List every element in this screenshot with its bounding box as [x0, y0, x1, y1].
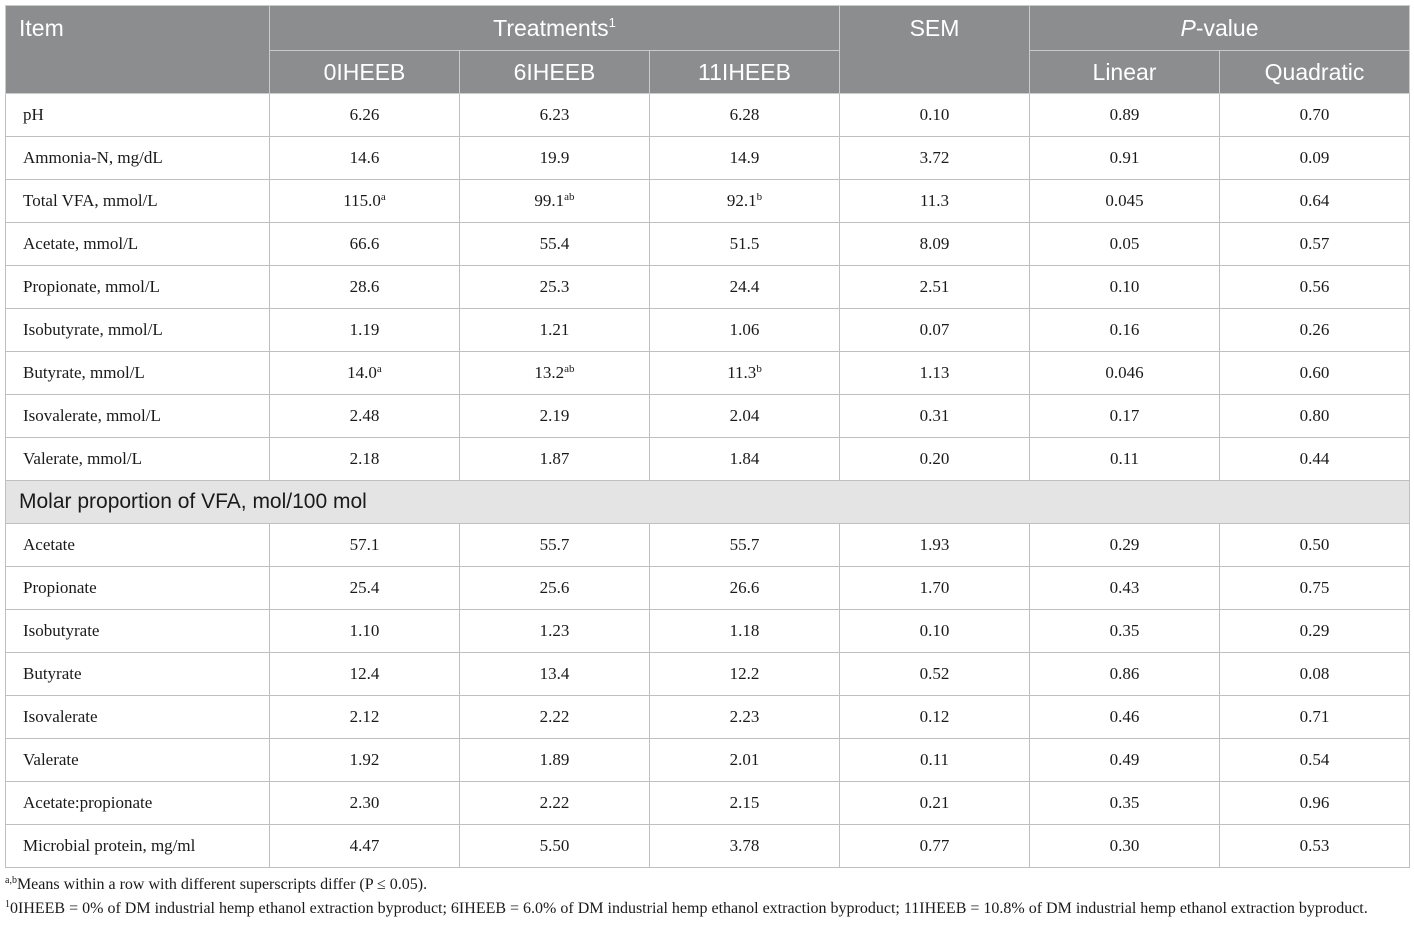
- cell-11iheeb: [650, 524, 840, 567]
- table-body: [6, 94, 1410, 868]
- cell-0iheeb: [270, 567, 460, 610]
- cell-6iheeb-superscript: ab: [564, 363, 575, 375]
- cell-linear: 0.29: [1030, 524, 1220, 567]
- header-6iheeb: 6IHEEB: [460, 51, 650, 94]
- cell-11iheeb-value: 92.1: [726, 191, 757, 210]
- cell-11iheeb-value: 26.6: [729, 578, 760, 597]
- table-row: [6, 395, 1410, 438]
- cell-11iheeb-superscript: b: [756, 363, 762, 375]
- cell-11iheeb: [650, 395, 840, 438]
- cell-quadratic: 0.70: [1220, 94, 1410, 137]
- cell-0iheeb-value: 2.12: [349, 707, 380, 726]
- cell-11iheeb: [650, 137, 840, 180]
- header-item: Item: [6, 6, 270, 94]
- cell-6iheeb: [460, 137, 650, 180]
- cell-quadratic: 0.09: [1220, 137, 1410, 180]
- cell-linear: 0.91: [1030, 137, 1220, 180]
- cell-11iheeb-value: 24.4: [729, 277, 760, 296]
- cell-11iheeb-value: 11.3: [727, 363, 757, 382]
- cell-linear: 0.89: [1030, 94, 1220, 137]
- cell-quadratic: 0.57: [1220, 223, 1410, 266]
- cell-6iheeb-value: 13.4: [539, 664, 570, 683]
- cell-0iheeb: [270, 352, 460, 395]
- cell-0iheeb-value: 2.18: [349, 449, 380, 468]
- cell-sem: 0.11: [840, 739, 1030, 782]
- cell-quadratic: 0.44: [1220, 438, 1410, 481]
- cell-sem: 11.3: [840, 180, 1030, 223]
- cell-6iheeb: [460, 567, 650, 610]
- row-label: Isobutyrate, mmol/L: [6, 309, 270, 352]
- cell-11iheeb-value: 6.28: [729, 105, 760, 124]
- table-row: [6, 610, 1410, 653]
- cell-linear: 0.10: [1030, 266, 1220, 309]
- cell-0iheeb-value: 1.19: [349, 320, 380, 339]
- cell-0iheeb: [270, 266, 460, 309]
- cell-quadratic: 0.50: [1220, 524, 1410, 567]
- cell-sem: 8.09: [840, 223, 1030, 266]
- cell-11iheeb-value: 2.15: [729, 793, 760, 812]
- cell-linear: 0.43: [1030, 567, 1220, 610]
- cell-6iheeb-value: 5.50: [539, 836, 570, 855]
- cell-quadratic: 0.71: [1220, 696, 1410, 739]
- cell-0iheeb: [270, 825, 460, 868]
- cell-sem: 0.20: [840, 438, 1030, 481]
- cell-0iheeb-value: 14.0: [347, 363, 377, 382]
- cell-0iheeb-value: 14.6: [349, 148, 380, 167]
- footnotes: [5, 873, 1409, 921]
- cell-11iheeb-value: 1.18: [729, 621, 760, 640]
- cell-quadratic: 0.53: [1220, 825, 1410, 868]
- row-label: Acetate:propionate: [6, 782, 270, 825]
- cell-11iheeb: [650, 266, 840, 309]
- cell-0iheeb-value: 2.48: [349, 406, 380, 425]
- cell-sem: 1.70: [840, 567, 1030, 610]
- cell-0iheeb-value: 25.4: [349, 578, 380, 597]
- cell-0iheeb-value: 66.6: [349, 234, 380, 253]
- cell-0iheeb: [270, 524, 460, 567]
- cell-11iheeb-superscript: b: [756, 191, 763, 203]
- cell-11iheeb-value: 55.7: [729, 535, 760, 554]
- cell-6iheeb: [460, 180, 650, 223]
- cell-0iheeb: [270, 739, 460, 782]
- cell-6iheeb-value: 13.2: [534, 363, 565, 382]
- section-row: [6, 481, 1410, 524]
- cell-6iheeb: [460, 309, 650, 352]
- cell-11iheeb: [650, 653, 840, 696]
- cell-linear: 0.46: [1030, 696, 1220, 739]
- cell-quadratic: 0.54: [1220, 739, 1410, 782]
- table-row: [6, 266, 1410, 309]
- table-row: [6, 567, 1410, 610]
- cell-6iheeb-value: 1.21: [539, 320, 570, 339]
- header-treatments: [270, 6, 840, 51]
- header-pvalue-p: P: [1180, 14, 1196, 41]
- cell-0iheeb: [270, 782, 460, 825]
- table-row: [6, 438, 1410, 481]
- cell-6iheeb: [460, 438, 650, 481]
- cell-6iheeb-value: 55.7: [539, 535, 570, 554]
- cell-quadratic: 0.08: [1220, 653, 1410, 696]
- cell-linear: 0.35: [1030, 610, 1220, 653]
- cell-0iheeb: [270, 395, 460, 438]
- cell-6iheeb-value: 25.3: [539, 277, 570, 296]
- row-label: Ammonia-N, mg/dL: [6, 137, 270, 180]
- table-row: [6, 137, 1410, 180]
- cell-sem: 0.31: [840, 395, 1030, 438]
- cell-sem: 0.52: [840, 653, 1030, 696]
- row-label: Isovalerate: [6, 696, 270, 739]
- cell-0iheeb-value: 1.10: [349, 621, 380, 640]
- cell-quadratic: 0.56: [1220, 266, 1410, 309]
- cell-6iheeb: [460, 739, 650, 782]
- row-label: Total VFA, mmol/L: [6, 180, 270, 223]
- cell-6iheeb-value: 2.22: [539, 793, 570, 812]
- cell-quadratic: 0.26: [1220, 309, 1410, 352]
- cell-6iheeb: [460, 782, 650, 825]
- cell-11iheeb-value: 1.84: [729, 449, 760, 468]
- cell-linear: 0.11: [1030, 438, 1220, 481]
- cell-6iheeb: [460, 223, 650, 266]
- cell-11iheeb: [650, 309, 840, 352]
- cell-6iheeb: [460, 352, 650, 395]
- header-pvalue-rest: -value: [1195, 14, 1259, 41]
- header-0iheeb: 0IHEEB: [270, 51, 460, 94]
- cell-11iheeb: [650, 567, 840, 610]
- table-row: [6, 223, 1410, 266]
- cell-0iheeb-superscript: a: [376, 363, 382, 375]
- row-label: Propionate: [6, 567, 270, 610]
- cell-0iheeb-superscript: a: [380, 191, 386, 203]
- cell-6iheeb-value: 19.9: [539, 148, 570, 167]
- cell-quadratic: 0.96: [1220, 782, 1410, 825]
- footnote-treatments: [5, 897, 1409, 921]
- cell-11iheeb: [650, 352, 840, 395]
- cell-sem: 0.21: [840, 782, 1030, 825]
- cell-0iheeb: [270, 223, 460, 266]
- table-row: [6, 524, 1410, 567]
- cell-11iheeb: [650, 696, 840, 739]
- cell-6iheeb-value: 2.19: [539, 406, 570, 425]
- row-label: Acetate, mmol/L: [6, 223, 270, 266]
- cell-0iheeb-value: 57.1: [349, 535, 380, 554]
- cell-quadratic: 0.80: [1220, 395, 1410, 438]
- results-table: [5, 5, 1410, 868]
- cell-sem: 1.93: [840, 524, 1030, 567]
- cell-6iheeb: [460, 266, 650, 309]
- table-row: [6, 739, 1410, 782]
- cell-11iheeb: [650, 782, 840, 825]
- cell-11iheeb: [650, 438, 840, 481]
- cell-0iheeb-value: 28.6: [349, 277, 380, 296]
- cell-6iheeb: [460, 610, 650, 653]
- cell-sem: 3.72: [840, 137, 1030, 180]
- cell-6iheeb-value: 99.1: [534, 191, 565, 210]
- cell-0iheeb-value: 2.30: [349, 793, 380, 812]
- cell-11iheeb-value: 2.01: [729, 750, 760, 769]
- cell-11iheeb-value: 2.04: [729, 406, 760, 425]
- cell-11iheeb-value: 2.23: [729, 707, 760, 726]
- footnote-text: 0IHEEB = 0% of DM industrial hemp ethanol extraction byproduct; 6IHEEB = 6.0% of DM industrial hemp ethanol extraction byproduct; 11IHEEB = 10.8% of DM industrial hemp ethanol extraction byproduct.: [10, 900, 1368, 917]
- cell-6iheeb: [460, 825, 650, 868]
- header-11iheeb: 11IHEEB: [650, 51, 840, 94]
- cell-0iheeb: [270, 309, 460, 352]
- row-label: Isovalerate, mmol/L: [6, 395, 270, 438]
- header-sem: SEM: [840, 6, 1030, 94]
- cell-sem: 1.13: [840, 352, 1030, 395]
- cell-linear: 0.046: [1030, 352, 1220, 395]
- table-row: [6, 180, 1410, 223]
- cell-0iheeb: [270, 653, 460, 696]
- cell-11iheeb: [650, 180, 840, 223]
- cell-sem: 0.07: [840, 309, 1030, 352]
- cell-6iheeb-value: 1.87: [539, 449, 570, 468]
- table-row: [6, 696, 1410, 739]
- cell-sem: 0.12: [840, 696, 1030, 739]
- table-row: [6, 825, 1410, 868]
- cell-11iheeb: [650, 825, 840, 868]
- cell-0iheeb-value: 12.4: [349, 664, 380, 683]
- cell-0iheeb: [270, 180, 460, 223]
- cell-0iheeb-value: 6.26: [349, 105, 380, 124]
- cell-0iheeb: [270, 438, 460, 481]
- row-label: Propionate, mmol/L: [6, 266, 270, 309]
- cell-0iheeb-value: 1.92: [349, 750, 380, 769]
- cell-6iheeb-value: 1.89: [539, 750, 570, 769]
- cell-6iheeb: [460, 653, 650, 696]
- header-quadratic: Quadratic: [1220, 51, 1410, 94]
- cell-0iheeb-value: 115.0: [343, 191, 381, 210]
- cell-6iheeb-value: 6.23: [539, 105, 570, 124]
- cell-linear: 0.045: [1030, 180, 1220, 223]
- cell-6iheeb-superscript: ab: [564, 191, 575, 203]
- cell-quadratic: 0.75: [1220, 567, 1410, 610]
- cell-linear: 0.05: [1030, 223, 1220, 266]
- cell-11iheeb-value: 14.9: [729, 148, 760, 167]
- table-row: [6, 309, 1410, 352]
- header-pvalue: [1030, 6, 1410, 51]
- row-label: Microbial protein, mg/ml: [6, 825, 270, 868]
- cell-0iheeb: [270, 696, 460, 739]
- cell-6iheeb-value: 2.22: [539, 707, 570, 726]
- footnote-superscript-letters: [5, 873, 1409, 897]
- cell-6iheeb-value: 1.23: [539, 621, 570, 640]
- header-treatments-footnote-mark: 1: [608, 14, 616, 30]
- cell-11iheeb: [650, 739, 840, 782]
- cell-11iheeb-value: 1.06: [729, 320, 760, 339]
- cell-6iheeb: [460, 696, 650, 739]
- cell-linear: 0.30: [1030, 825, 1220, 868]
- section-label: Molar proportion of VFA, mol/100 mol: [6, 481, 1410, 524]
- row-label: Isobutyrate: [6, 610, 270, 653]
- table-row: [6, 94, 1410, 137]
- cell-linear: 0.86: [1030, 653, 1220, 696]
- cell-0iheeb: [270, 137, 460, 180]
- cell-quadratic: 0.60: [1220, 352, 1410, 395]
- cell-6iheeb-value: 55.4: [539, 234, 570, 253]
- cell-6iheeb: [460, 395, 650, 438]
- footnote-text: Means within a row with different superscripts differ (P ≤ 0.05).: [16, 876, 428, 893]
- cell-quadratic: 0.64: [1220, 180, 1410, 223]
- cell-11iheeb-value: 3.78: [729, 836, 760, 855]
- header-linear: Linear: [1030, 51, 1220, 94]
- cell-sem: 0.10: [840, 610, 1030, 653]
- cell-0iheeb-value: 4.47: [349, 836, 380, 855]
- cell-6iheeb: [460, 524, 650, 567]
- cell-0iheeb: [270, 610, 460, 653]
- row-label: Butyrate: [6, 653, 270, 696]
- header-treatments-label: Treatments: [493, 14, 609, 41]
- cell-linear: 0.16: [1030, 309, 1220, 352]
- cell-11iheeb: [650, 223, 840, 266]
- results-table-container: [5, 5, 1409, 868]
- table-row: [6, 782, 1410, 825]
- cell-sem: 0.77: [840, 825, 1030, 868]
- cell-sem: 2.51: [840, 266, 1030, 309]
- cell-11iheeb: [650, 610, 840, 653]
- cell-quadratic: 0.29: [1220, 610, 1410, 653]
- cell-sem: 0.10: [840, 94, 1030, 137]
- cell-0iheeb: [270, 94, 460, 137]
- row-label: Acetate: [6, 524, 270, 567]
- row-label: Valerate, mmol/L: [6, 438, 270, 481]
- cell-11iheeb: [650, 94, 840, 137]
- cell-linear: 0.49: [1030, 739, 1220, 782]
- cell-6iheeb: [460, 94, 650, 137]
- row-label: Butyrate, mmol/L: [6, 352, 270, 395]
- cell-linear: 0.17: [1030, 395, 1220, 438]
- table-row: [6, 653, 1410, 696]
- cell-11iheeb-value: 12.2: [729, 664, 760, 683]
- row-label: Valerate: [6, 739, 270, 782]
- cell-6iheeb-value: 25.6: [539, 578, 570, 597]
- footnote-mark: a,b: [5, 875, 17, 886]
- cell-linear: 0.35: [1030, 782, 1220, 825]
- table-row: [6, 352, 1410, 395]
- cell-11iheeb-value: 51.5: [729, 234, 760, 253]
- row-label: pH: [6, 94, 270, 137]
- footnote-mark: 1: [5, 899, 10, 910]
